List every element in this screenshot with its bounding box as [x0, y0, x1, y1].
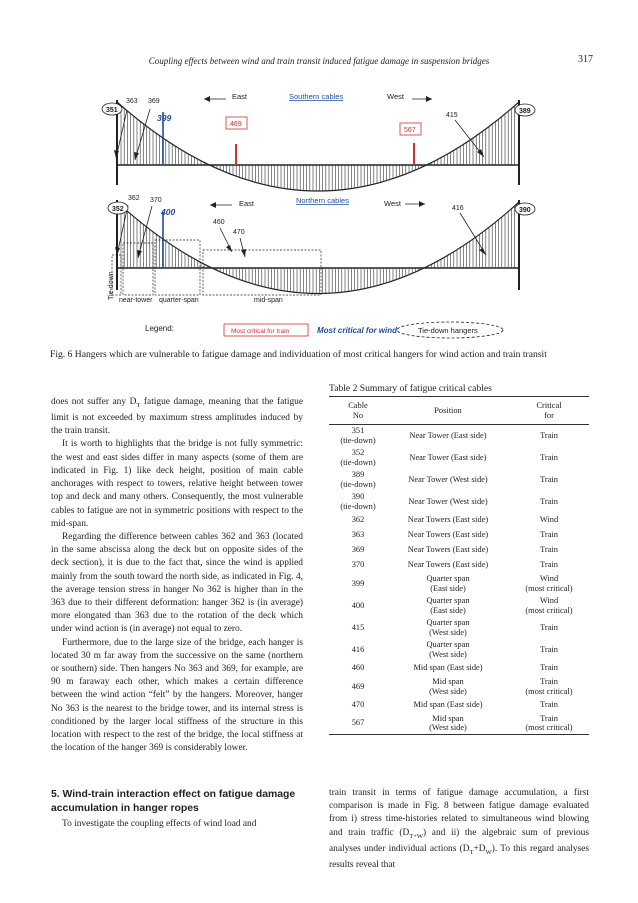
cell-critical: Train	[540, 452, 558, 462]
header-critical-for: Critical for	[509, 397, 589, 425]
cell-critical: Train	[540, 560, 558, 570]
table-row	[329, 528, 589, 543]
table-row	[329, 543, 589, 558]
label-363: 363	[126, 98, 138, 105]
cell-critical: Train	[540, 545, 558, 555]
cell-critical: Train (most critical)	[525, 676, 573, 696]
cell-position: Near Towers (East side)	[407, 515, 489, 525]
table-row	[329, 513, 589, 528]
cell-cable-no: 362	[351, 515, 365, 525]
label-west-north: West	[384, 199, 401, 208]
cell-position: Mid span (East side)	[413, 663, 483, 673]
label-567: 567	[404, 127, 416, 134]
cell-critical: Train (most critical)	[509, 713, 589, 735]
legend-train: Most critical for train	[231, 328, 290, 335]
cell-position: Near Tower (East side)	[409, 430, 487, 440]
cell-critical: Train	[540, 622, 558, 632]
cell-cable-no: 389 (tie-down)	[340, 469, 376, 489]
header-cable-no: Cable No	[329, 397, 387, 425]
cell-position: Quarter span (East side)	[426, 595, 470, 615]
table-row	[329, 558, 589, 573]
table-row	[329, 447, 589, 469]
label-352: 352	[112, 206, 124, 213]
legend-title: Legend:	[145, 324, 174, 333]
main-cable-north	[117, 202, 519, 294]
cell-position: Near Towers (East side)	[407, 545, 489, 555]
cell-critical: Train	[540, 700, 558, 710]
figure-legend	[145, 322, 503, 338]
label-399: 399	[157, 113, 172, 123]
cell-critical: Wind	[539, 515, 559, 525]
cell-cable-no: 415	[351, 622, 365, 632]
header-position: Position	[387, 397, 509, 425]
cell-cable-no: 400	[351, 600, 365, 610]
label-northern-cables: Northern cables	[296, 196, 349, 205]
right-column-paragraph: train transit in terms of fatigue damage accumulation, a first comparison is made in Fig. 8 between fatigue damage evaluated from i) stress time-histories related to simultaneous wind blowing and train traffic $(D_{T+W})$ and ii) the algebraic sum of previous analyses under individual actions $(D_T+D_W)$. To this regard analyses results reveal that	[329, 788, 589, 870]
cell-position: Near Tower (West side)	[408, 496, 488, 506]
table-caption: Table 2 Summary of fatigue critical cables	[329, 383, 492, 394]
cell-critical: Train	[540, 496, 558, 506]
cell-cable-no: 469	[351, 681, 365, 691]
cell-cable-no: 567	[329, 713, 387, 735]
cell-cable-no: 351 (tie-down)	[340, 426, 376, 445]
table-row	[329, 595, 589, 617]
fatigue-table	[329, 396, 589, 735]
paragraph-1: does not suffer any $D_T$ fatigue damage, meaning that the fatigue limit is not exceeded by maximum stress amplitudes induced by the train transit.	[51, 397, 304, 437]
label-415: 415	[446, 112, 458, 119]
page-number: 317	[578, 54, 593, 65]
label-tie-down: Tie-down	[108, 271, 115, 300]
paragraph-2: It is worth to highlights that the bridge is not fully symmetric: the west and east sides differ in many aspects (some of them are indicated in Fig. 1) like deck height, position of main cable anchorages with respect to towers, relative height between tower top and deck and many others. Consequently, the most vulnerable cables to fatigue are not in symmetric positions with respect to the mid-span.	[51, 439, 303, 529]
cell-cable-no: 390 (tie-down)	[340, 491, 376, 511]
cell-critical: Train	[540, 430, 558, 440]
label-362: 362	[128, 195, 140, 202]
cell-position: Quarter span (West side)	[426, 617, 470, 637]
northern-bridge	[108, 195, 535, 304]
cell-position: Mid span (West side)	[429, 676, 467, 696]
cell-position: Mid span (East side)	[413, 700, 483, 710]
cell-cable-no: 352 (tie-down)	[340, 447, 376, 467]
label-400: 400	[161, 207, 176, 217]
legend-tiedown: Tie-down hangers	[418, 326, 478, 335]
label-near-tower: near-tower	[119, 297, 153, 304]
table-row	[329, 639, 589, 661]
table-row	[329, 425, 589, 447]
cell-cable-no: 460	[351, 663, 365, 673]
table-row	[329, 469, 589, 491]
label-469: 469	[230, 121, 242, 128]
cell-cable-no: 363	[351, 530, 365, 540]
cell-critical: Train	[540, 644, 558, 654]
cell-position: Quarter span (West side)	[426, 639, 470, 659]
cell-position: Near Towers (East side)	[407, 530, 489, 540]
left-column	[51, 396, 303, 755]
section-paragraph: To investigate the coupling effects of wind load and	[62, 819, 257, 829]
label-east-north: East	[239, 199, 255, 208]
label-389: 389	[519, 108, 531, 115]
table-row	[329, 676, 589, 698]
label-mid-span: mid-span	[254, 297, 283, 304]
label-390: 390	[519, 207, 531, 214]
cell-cable-no: 370	[351, 560, 365, 570]
table-row	[329, 698, 589, 713]
table-row	[329, 491, 589, 513]
label-east-south: East	[232, 92, 248, 101]
label-460: 460	[213, 219, 225, 226]
table-body	[329, 425, 589, 735]
cell-cable-no: 399	[351, 578, 365, 588]
paragraph-3: Regarding the difference between cables 362 and 363 (located in the same abscissa along the deck but on opposite sides of the deck section), it is due to the fact that, since the wind is applied mainly from the south toward the north side, as indicated in Fig. 4, the average tension stress in hanger No 362 is higher than in the 363 due to their different deformation: hanger 362 is (in average) more elongated than 363 due to the rotation of the deck which under wind action is (in average) not equal to zero.	[51, 531, 303, 635]
hangers-north	[121, 206, 515, 294]
label-west-south: West	[387, 92, 404, 101]
section-heading: 5. Wind-train interaction effect on fatigue damage accumulation in hanger ropes	[51, 789, 296, 814]
label-351: 351	[106, 107, 118, 114]
cell-position: Quarter span (East side)	[426, 573, 470, 593]
cell-position: Near Tower (East side)	[409, 452, 487, 462]
label-southern-cables: Southern cables	[289, 92, 344, 101]
label-470: 470	[233, 229, 245, 236]
cell-position: Near Towers (East side)	[407, 560, 489, 570]
cell-cable-no: 416	[351, 644, 365, 654]
running-header-title: Coupling effects between wind and train transit induced fatigue damage in suspension bridges	[148, 56, 490, 66]
cell-position: Near Tower (West side)	[408, 474, 488, 484]
label-369: 369	[148, 98, 160, 105]
cell-cable-no: 369	[351, 545, 365, 555]
cell-critical: Wind (most critical)	[525, 573, 573, 593]
cell-critical: Train	[540, 663, 558, 673]
label-quarter-span: quarter-span	[159, 297, 199, 304]
label-370: 370	[150, 197, 162, 204]
southern-bridge	[102, 92, 535, 191]
paragraph-4: Furthermore, due to the large size of the bridge, each hanger is located 30 m far away from the successive on the same (northern or southern) side. Then hangers No 363 and 369, for example, are 90 m faraway each other, which makes a certain difference between the wind action “felt” by the hangers. Moreover, hanger No 363 is the nearest to the bridge tower, and its internal stress is conditioned by the larger local stiffness of the structure in this location with respect to the rest of the bridge, the local stiffness at the location of the hanger 369 is considerably lower.	[51, 637, 303, 754]
cell-critical: Train	[540, 530, 558, 540]
table-row	[329, 573, 589, 595]
legend-wind: Most critical for wind	[317, 326, 398, 335]
cell-critical: Train	[540, 474, 558, 484]
label-416: 416	[452, 205, 464, 212]
figure-6-diagram	[0, 0, 638, 345]
table-row	[329, 617, 589, 639]
cell-critical: Wind (most critical)	[525, 595, 573, 615]
figure-caption: Fig. 6 Hangers which are vulnerable to fatigue damage and individuation of most critical hangers for wind action and train transit	[50, 349, 547, 360]
cell-position: Mid span (West side)	[387, 713, 509, 735]
table-row	[329, 713, 589, 735]
cell-cable-no: 470	[351, 700, 365, 710]
main-cable-south	[117, 102, 519, 191]
table-row	[329, 661, 589, 676]
